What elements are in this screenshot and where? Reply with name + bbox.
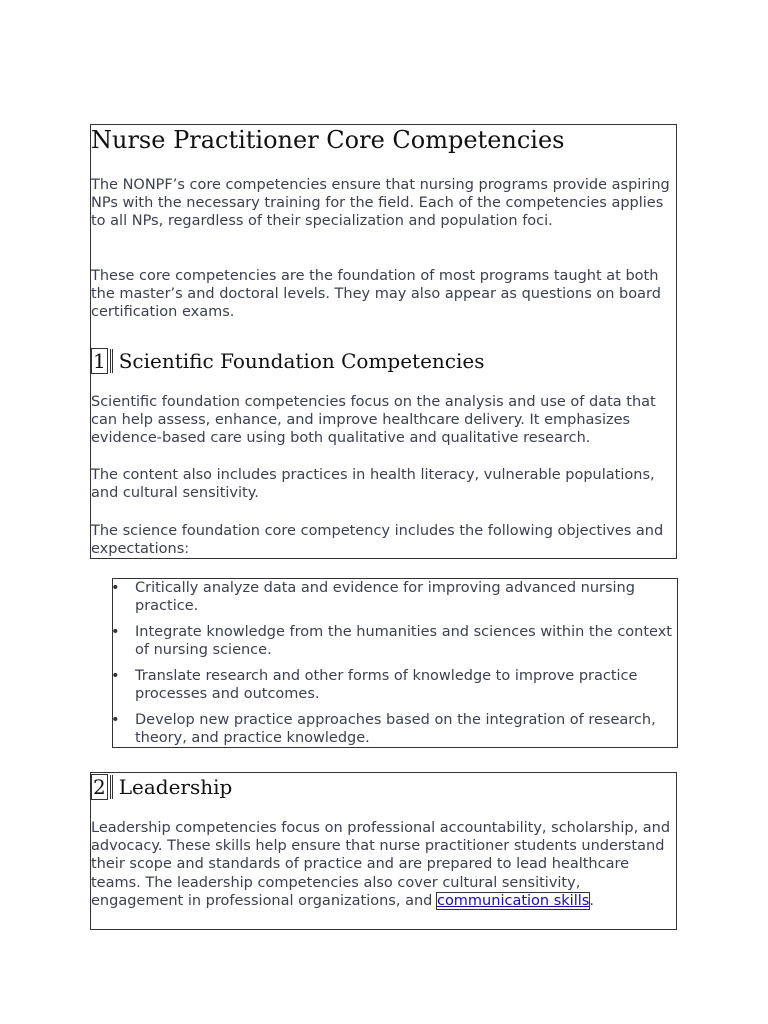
section-1-paragraph-2: The content also includes practices in health literacy, vulnerable populations, and cultural sensitivity. [91,467,655,502]
list-item [113,667,679,703]
section-1-paragraph-1: Scientific foundation competencies focus on the analysis and use of data that can help assess, enhance, and improve healthcare delivery. It emphasizes evidence-based care using both qualitative and qualitative research. [91,394,656,447]
intro-paragraph-2: These core competencies are the foundation of most programs taught at both the master’s and doctoral levels. They may also appear as questions on board certification exams. [91,268,661,321]
bullet-icon: • [111,667,120,684]
page-title: Nurse Practitioner Core Competencies [91,126,565,154]
list-item [113,623,679,659]
leadership-section [90,772,677,930]
list-item-text: Translate research and other forms of knowledge to improve practice processes and outcomes. [135,667,638,703]
list-item-text: Critically analyze data and evidence for improving advanced nursing practice. [135,580,635,615]
section-1-heading [91,348,485,374]
section-2-paragraph-text: Leadership competencies focus on professional accountability, scholarship, and advocacy. These skills help ensure that nurse practitioner students understand their scope and standards of practice and are prepared to lead healthcare teams. The leadership competencies also cover cultural sensitivity, engagement in professional organizations, and [91,820,671,909]
section-separator [110,349,113,373]
section-1-number: 1 [93,349,106,373]
list-item [113,711,679,747]
bullet-icon: • [111,623,120,640]
section-2-heading [91,774,232,800]
section-1-paragraph-3: The science foundation core competency includes the following objectives and expectations: [91,523,664,558]
section-1-title: Scientific Foundation Competencies [118,349,485,373]
list-item-text: Integrate knowledge from the humanities and sciences within the context of nursing science. [135,623,672,659]
communication-skills-link[interactable]: communication skills [436,892,590,909]
section-2-number: 2 [93,775,106,799]
section-separator [110,775,113,799]
intro-section [90,124,677,559]
intro-paragraph-1: The NONPF’s core competencies ensure that nursing programs provide aspiring NPs with the necessary training for the field. Each of the competencies applies to all NPs, regardless of their specialization and population foci. [91,177,670,230]
section-2-paragraph-end: . [589,892,594,909]
objectives-list [113,579,679,755]
list-item [113,579,679,615]
bullet-icon: • [111,711,120,728]
section-2-title: Leadership [118,775,233,799]
objectives-list-box [112,578,678,748]
section-2-paragraph [91,819,676,910]
list-item-text: Develop new practice approaches based on the integration of research, theory, and practice knowledge. [135,711,656,746]
bullet-icon: • [111,580,120,596]
